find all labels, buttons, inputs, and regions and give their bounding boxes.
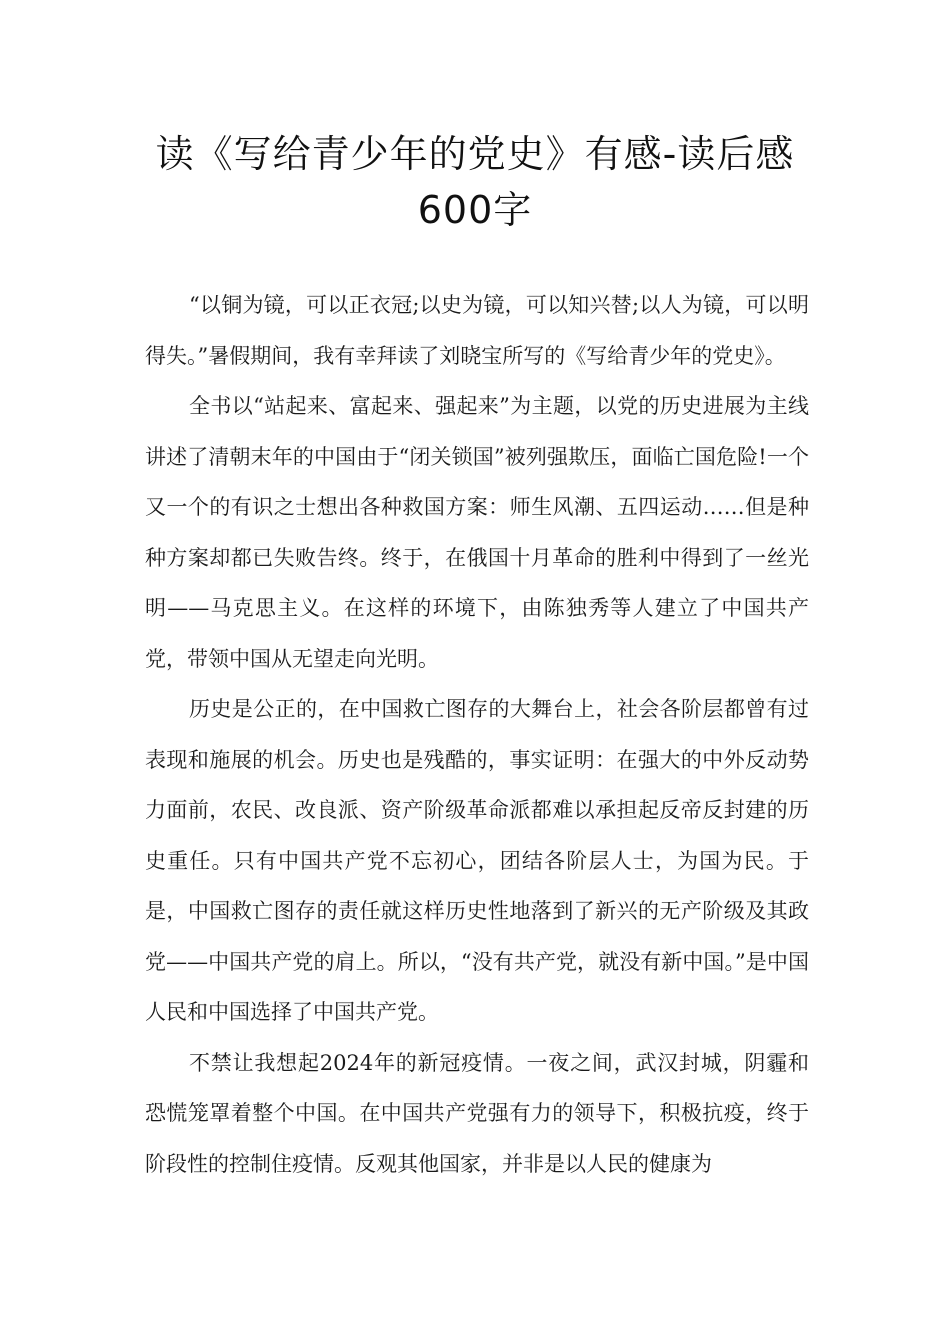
- paragraph-3: 历史是公正的，在中国救亡图存的大舞台上，社会各阶层都曾有过表现和施展的机会。历史也是残酷的，事实证明：在强大的中外反动势力面前，农民、改良派、资产阶级革命派都难以承担起反帝反封建的历史重任。只有中国共产党不忘初心，团结各阶层人士，为国为民。于是，中国救亡图存的责任就这样历史性地落到了新兴的无产阶级及其政党——中国共产党的肩上。所以，“没有共产党，就没有新中国。”是中国人民和中国选择了中国共产党。: [145, 697, 809, 1024]
- document-body: [145, 280, 809, 1189]
- paragraph-4: 不禁让我想起2024年的新冠疫情。一夜之间，武汉封城，阴霾和恐慌笼罩着整个中国。在中国共产党强有力的领导下，积极抗疫，终于阶段性的控制住疫情。反观其他国家，并非是以人民的健康为: [145, 1050, 809, 1176]
- document-title: [120, 126, 830, 238]
- title-line-2: 600字: [417, 188, 533, 232]
- paragraph-2: 全书以“站起来、富起来、强起来”为主题，以党的历史进展为主线讲述了清朝末年的中国由于“闭关锁国”被列强欺压，面临亡国危险!一个又一个的有识之士想出各种救国方案：师生风潮、五四运动……但是种种方案却都已失败告终。终于，在俄国十月革命的胜利中得到了一丝光明——马克思主义。在这样的环境下，由陈独秀等人建立了中国共产党，带领中国从无望走向光明。: [145, 394, 809, 671]
- paragraph-1: “以铜为镜，可以正衣冠;以史为镜，可以知兴替;以人为镜，可以明得失。”暑假期间，我有幸拜读了刘晓宝所写的《写给青少年的党史》。: [145, 293, 809, 368]
- title-line-1: 读《写给青少年的党史》有感-读后感: [155, 132, 795, 176]
